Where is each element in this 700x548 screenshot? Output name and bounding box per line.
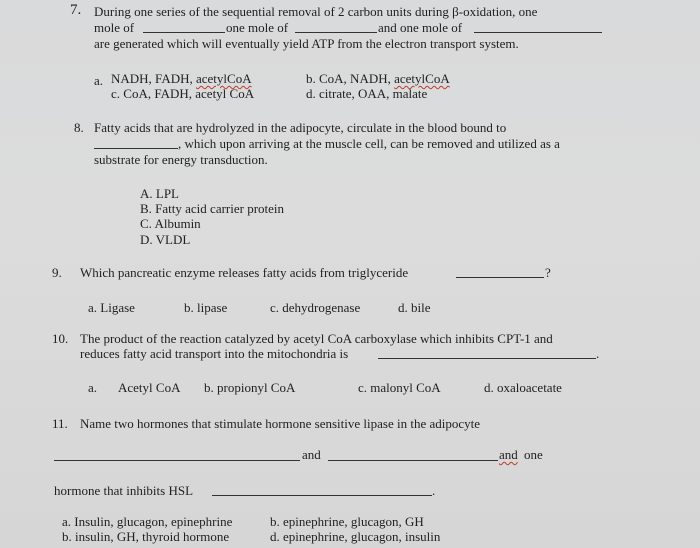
q7-option-d[interactable]: d. citrate, OAA, malate <box>306 86 428 101</box>
q7-number: 7. <box>70 2 82 18</box>
q8-line1: Fatty acids that are hydrolyzed in the adipocyte, circulate in the blood bound to <box>94 120 507 135</box>
q8-line2: , which upon arriving at the muscle cell, can be removed and utilized as a <box>178 136 560 151</box>
q7-option-c[interactable]: c. CoA, FADH, acetyl CoA <box>111 86 255 101</box>
q10-option-d[interactable]: d. oxaloacetate <box>484 380 562 395</box>
q8-option-a[interactable]: A. LPL <box>140 186 179 201</box>
q9-text: Which pancreatic enzyme releases fatty acids from triglyceride <box>80 265 409 280</box>
q11-and-1: and <box>302 447 321 462</box>
q7-line2a: mole of <box>94 20 135 35</box>
q10-option-b[interactable]: b. propionyl CoA <box>204 380 296 395</box>
q11-option-c[interactable]: b. epinephrine, glucagon, GH <box>270 514 424 529</box>
q7-line1: During one series of the sequential removal of 2 carbon units during β-oxidation, one <box>94 4 538 19</box>
q7-option-a[interactable] <box>111 71 252 86</box>
q8-option-b[interactable]: B. Fatty acid carrier protein <box>140 201 285 216</box>
q7-line2b: one mole of <box>226 20 289 35</box>
q8-option-c[interactable]: C. Albumin <box>140 216 201 231</box>
q10-blank[interactable] <box>378 347 596 359</box>
q11-and-2: and <box>499 447 518 462</box>
q7-option-b-text: b. CoA, NADH, <box>306 71 395 86</box>
q7-option-a-text: NADH, FADH, <box>111 71 196 86</box>
q10-line1: The product of the reaction catalyzed by acetyl CoA carboxylase which inhibits CPT-1 and <box>80 331 553 346</box>
q7-blank-3[interactable] <box>474 21 602 33</box>
q10-end: . <box>596 346 600 361</box>
q11-option-a[interactable]: a. Insulin, glucagon, epinephrine <box>62 514 233 529</box>
q7-option-b-word: acetylCoA <box>394 71 450 86</box>
q7-blank-2[interactable] <box>295 21 377 33</box>
q9-end: ? <box>545 265 551 280</box>
q11-blank-1[interactable] <box>54 449 300 461</box>
q7-option-a-letter: a. <box>94 73 104 88</box>
q11-one: one <box>524 447 543 462</box>
q11-number: 11. <box>52 416 68 431</box>
q11-option-b[interactable]: b. insulin, GH, thyroid hormone <box>62 529 230 544</box>
q11-end: . <box>432 483 436 498</box>
q10-option-a-letter: a. <box>88 380 98 395</box>
q11-line3: hormone that inhibits HSL <box>54 483 194 498</box>
q9-option-d[interactable]: d. bile <box>398 300 431 315</box>
q7-blank-1[interactable] <box>143 21 225 33</box>
q9-number: 9. <box>52 265 62 280</box>
q11-blank-2[interactable] <box>328 449 498 461</box>
q7-line2c: and one mole of <box>378 20 463 35</box>
q9-option-a[interactable]: a. Ligase <box>88 300 135 315</box>
q7-line3: are generated which will eventually yield ATP from the electron transport system. <box>94 36 519 51</box>
q7-option-b[interactable] <box>306 71 450 86</box>
q9-blank[interactable] <box>456 266 544 278</box>
q8-line3: substrate for energy transduction. <box>94 152 268 167</box>
q10-option-a[interactable]: Acetyl CoA <box>118 380 181 395</box>
q8-option-d[interactable]: D. VLDL <box>140 232 191 247</box>
q10-option-c[interactable]: c. malonyl CoA <box>358 380 441 395</box>
q8-blank[interactable] <box>94 137 178 149</box>
q10-line2: reduces fatty acid transport into the mitochondria is <box>80 346 349 361</box>
q10-number: 10. <box>52 331 69 346</box>
q7-option-a-word: acetylCoA <box>195 71 252 86</box>
q11-option-d[interactable]: d. epinephrine, glucagon, insulin <box>270 529 441 544</box>
q9-option-b[interactable]: b. lipase <box>184 300 228 315</box>
q11-blank-3[interactable] <box>212 484 432 496</box>
q9-option-c[interactable]: c. dehydrogenase <box>270 300 361 315</box>
q8-number: 8. <box>74 120 84 135</box>
q11-line1: Name two hormones that stimulate hormone sensitive lipase in the adipocyte <box>80 416 481 431</box>
